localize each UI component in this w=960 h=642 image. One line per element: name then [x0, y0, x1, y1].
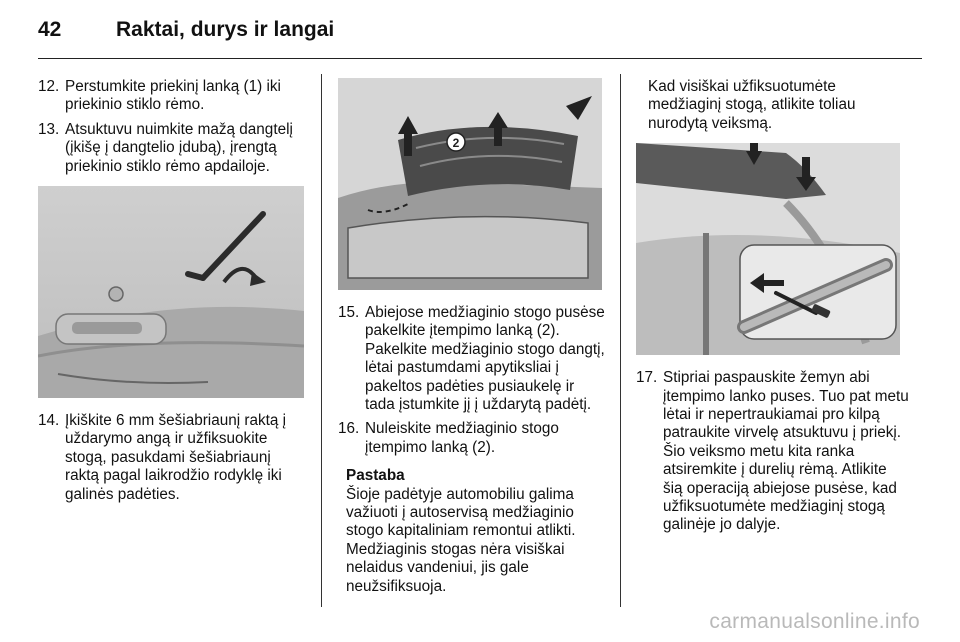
step-17 — [636, 369, 910, 535]
figure-screwdriver-loop — [636, 143, 900, 355]
step-text: Stipriai paspauskite žemyn abi įtempimo lanko puses. Tuo pat metu lėtai ir nepertraukiamai pro kilpą patraukite virvelę atsuktuvu į priekį. Šio veiksmo metu kita ranka atsiremkite į durelių rėmą. Atlikite šią operaciją abiejose pusėse, kad užfiksuotumėte medžiaginį stogą galinėje jo dalyje. — [663, 369, 909, 534]
figure-roof-tension-bow — [338, 78, 602, 290]
column-3 — [636, 78, 910, 541]
step-12 — [38, 78, 306, 115]
column-divider-1 — [321, 74, 322, 607]
note-text: Šioje padėtyje automobiliu galima važiuoti į autoservisą medžiaginio stogo kapitaliniam remontui atlikti. Medžiaginis stogas nėra visiškai nelaidus vandeniui, jis gale neužsifiksuoja. — [346, 485, 576, 595]
step-text: Nuleiskite medžiaginio stogo įtempimo lanką (2). — [365, 420, 559, 456]
step-number: 14. — [38, 412, 60, 430]
step-number: 13. — [38, 120, 60, 138]
step-14 — [38, 412, 306, 504]
step-number: 17. — [636, 369, 658, 387]
column-2 — [338, 78, 606, 596]
column-divider-2 — [620, 74, 621, 607]
step-13 — [38, 121, 306, 176]
step-text: Įkiškite 6 mm šešiabriaunį raktą į uždarymo angą ir užfiksuokite stogą, pasukdami šešiabriaunį raktą pagal laikrodžio rodyklę iki galinės padėties. — [65, 412, 287, 503]
note-title: Pastaba — [346, 467, 405, 485]
step-number: 16. — [338, 420, 360, 438]
note-block — [338, 467, 606, 596]
page-title: Raktai, durys ir langai — [116, 18, 335, 41]
step-16 — [338, 420, 606, 457]
header-rule — [38, 58, 922, 59]
figure-callout-2: 2 — [452, 136, 460, 150]
step-text: Atsuktuvu nuimkite mažą dangtelį (įkišę į dangtelio įdubą), įrengtą priekinio stiklo rėmo apdailoje. — [65, 120, 293, 175]
page-number: 42 — [38, 18, 62, 41]
step-number: 12. — [38, 78, 60, 95]
step-number: 15. — [338, 304, 360, 321]
intro-paragraph: Kad visiškai užfiksuotumėte medžiaginį stogą, atlikite toliau nurodytą veiksmą. — [648, 78, 856, 132]
step-text: Abiejose medžiaginio stogo pusėse pakelkite įtempimo lanką (2). Pakelkite medžiaginio stogo dangtį, lėtai pastumdami apytiksliai į pakeltos padėties pusiaukelę ir tada įstumkite jį į uždarytą padėtį. — [365, 304, 605, 414]
step-15 — [338, 304, 606, 414]
column-1 — [38, 78, 306, 510]
figure-headliner-hex-key — [38, 186, 304, 398]
page-header — [38, 18, 334, 48]
step-text: Perstumkite priekinį lanką (1) iki priekinio stiklo rėmo. — [65, 78, 281, 114]
watermark: carmanualsonline.info — [709, 610, 920, 633]
